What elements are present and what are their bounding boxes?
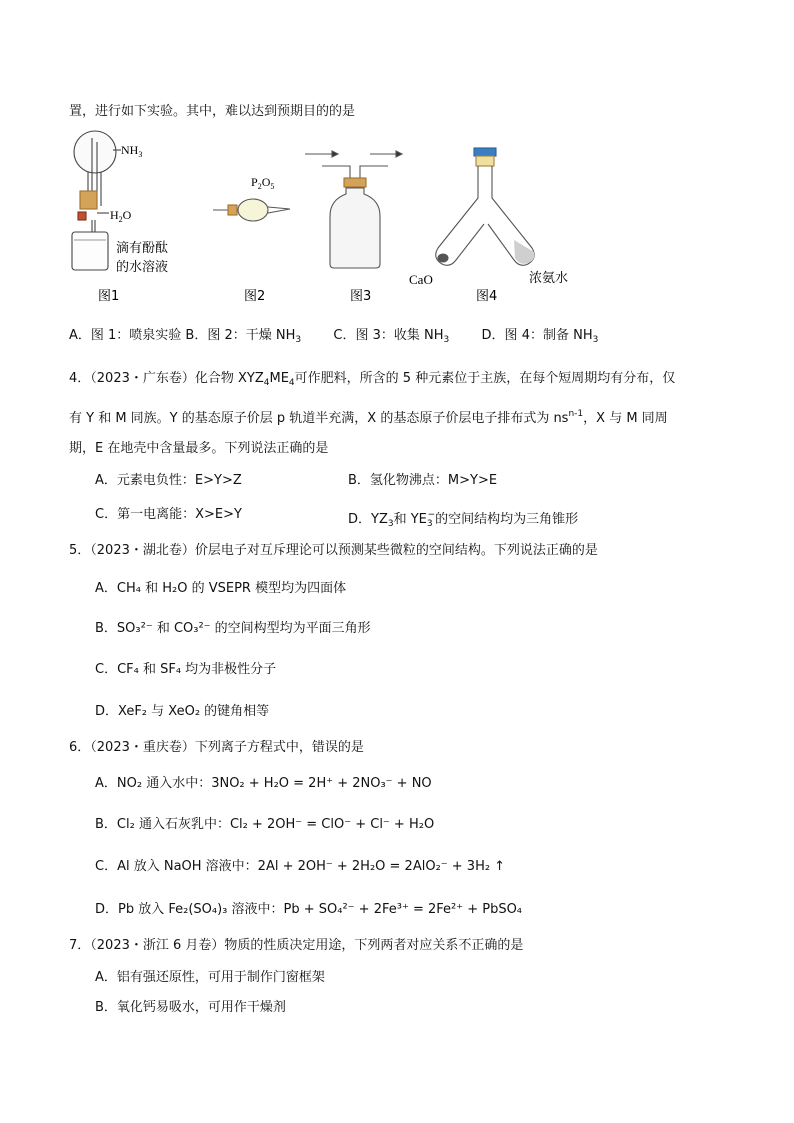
experiment-figures bbox=[0, 128, 794, 338]
fig1-beaker-label-1: 滴有酚酞 bbox=[116, 241, 169, 256]
fig1-beaker-label-2: 的水溶液 bbox=[116, 260, 169, 275]
q3-option-d: D．图 4：制备 NH bbox=[481, 328, 593, 343]
q3-option-ab: A．图 1：喷泉实验 B．图 2：干燥 NH bbox=[69, 328, 296, 343]
fig3-caption: 图3 bbox=[350, 289, 372, 304]
q5-option-b: B．SO₃²⁻ 和 CO₃²⁻ 的空间构型均为平面三角形 bbox=[95, 621, 371, 636]
figure-1-fountain-apparatus bbox=[72, 131, 121, 270]
q3-option-c: C．图 3：收集 NH bbox=[333, 328, 444, 343]
fig4-caption: 图4 bbox=[476, 289, 498, 304]
q6-option-a: A．NO₂ 通入水中：3NO₂ + H₂O = 2H⁺ + 2NO₃⁻ + NO bbox=[95, 776, 432, 791]
q6-option-b: B．Cl₂ 通入石灰乳中：Cl₂ + 2OH⁻ = ClO⁻ + Cl⁻ + H₂O bbox=[95, 817, 435, 832]
q5-stem: 5．（2023・湖北卷）价层电子对互斥理论可以预测某些微粒的空间结构。下列说法正确的是 bbox=[69, 543, 598, 558]
q6-option-d: D．Pb 放入 Fe₂(SO₄)₃ 溶液中：Pb + SO₄²⁻ + 2Fe³⁺ = 2Fe²⁺ + PbSO₄ bbox=[95, 902, 523, 917]
figure-2-drying-tube bbox=[213, 199, 290, 221]
q4-option-b: B．氢化物沸点：M>Y>E bbox=[348, 473, 498, 488]
figure-4-y-tube bbox=[436, 148, 535, 265]
fig1-caption: 图1 bbox=[98, 289, 120, 304]
q4-option-d: D．$YZ_3$和 $YE_3^-$的空间结构均为三角锥形 bbox=[348, 510, 579, 529]
q6-option-c: C．Al 放入 NaOH 溶液中：2Al + 2OH⁻ + 2H₂O = 2AlO₂⁻ + 3H₂ ↑ bbox=[95, 859, 506, 874]
q5-option-c: C．CF₄ 和 SF₄ 均为非极性分子 bbox=[95, 662, 277, 677]
q7-option-b: B．氧化钙易吸水，可用作干燥剂 bbox=[95, 1000, 286, 1015]
q4-option-a: A．元素电负性：E>Y>Z bbox=[95, 473, 242, 488]
q3-options-row: A．图 1：喷泉实验 B．图 2：干燥 $NH_3$ C．图 3：收集 $NH_3$ D．图 4：制备 $NH_3$ bbox=[69, 328, 599, 345]
q6-stem: 6．（2023・重庆卷）下列离子方程式中，错误的是 bbox=[69, 740, 364, 755]
q4-option-c: C．第一电离能：X>E>Y bbox=[95, 507, 242, 522]
fig2-p2o5-label: $P_2O_5$ bbox=[251, 175, 275, 191]
fig1-h2o-label: $H_2O$ bbox=[110, 208, 132, 224]
q7-stem: 7．（2023・浙江 6 月卷）物质的性质决定用途，下列两者对应关系不正确的是 bbox=[69, 938, 524, 953]
q4-stem-line-1: 4．（2023・广东卷）化合物 $XYZ_4ME_4$可作肥料，所含的 5 种元素位于主族，在每个短周期均有分布，仅 bbox=[69, 371, 676, 388]
q5-option-a: A．CH₄ 和 H₂O 的 VSEPR 模型均为四面体 bbox=[95, 581, 347, 596]
fig2-caption: 图2 bbox=[244, 289, 266, 304]
q4-stem-line-3: 期，E 在地壳中含量最多。下列说法正确的是 bbox=[69, 441, 329, 456]
figure-3-collection-bottle bbox=[305, 151, 402, 268]
fig1-nh3-label: $NH_3$ bbox=[121, 143, 143, 159]
q4-stem-line-2: 有 Y 和 M 同族。Y 的基态原子价层 p 轨道半充满，X 的基态原子价层电子排布式为 $ns^{n-1}$，X 与 M 同周 bbox=[69, 409, 668, 426]
question-stem-continuation: 置，进行如下实验。其中，难以达到预期目的的是 bbox=[69, 104, 356, 119]
q7-option-a: A．铝有强还原性，可用于制作门窗框架 bbox=[95, 970, 325, 985]
q5-option-d: D．XeF₂ 与 XeO₂ 的键角相等 bbox=[95, 704, 270, 719]
fig4-ammonia-label: 浓氨水 bbox=[529, 271, 569, 286]
fig4-cao-label: CaO bbox=[409, 272, 433, 287]
